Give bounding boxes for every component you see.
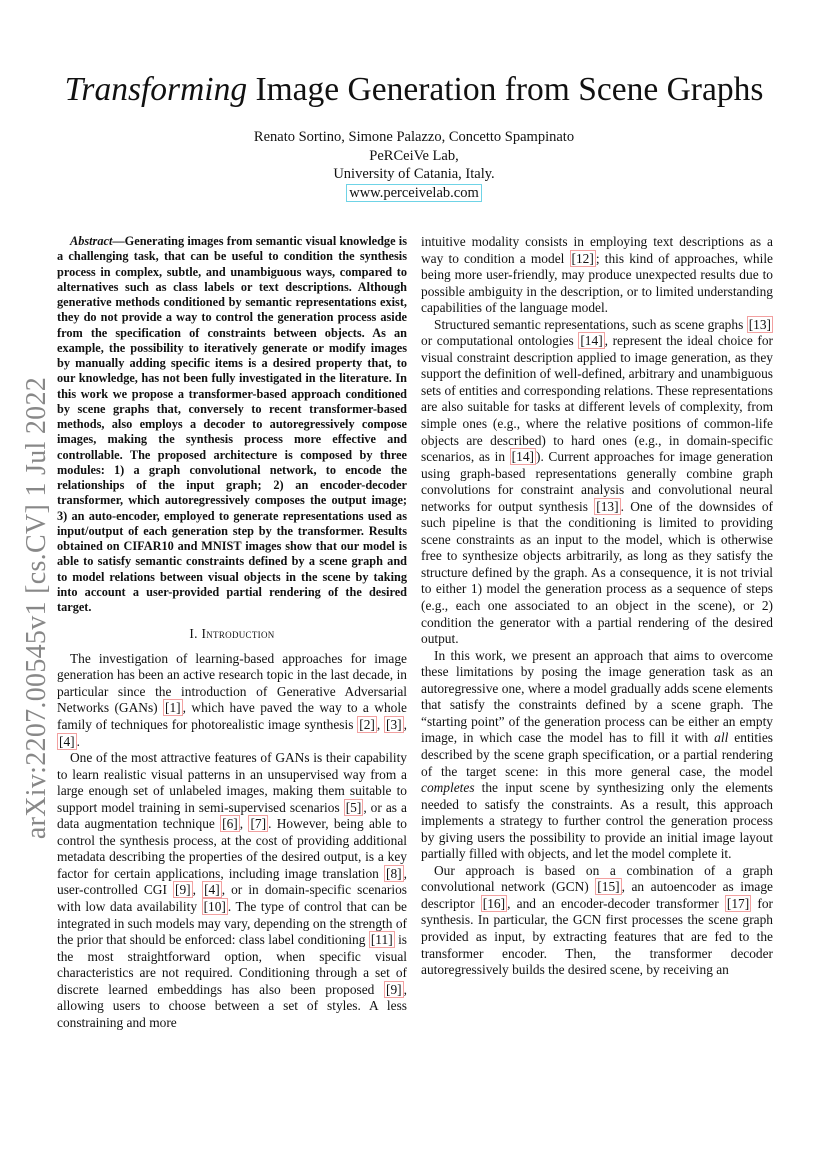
lab-website-link[interactable]: www.perceivelab.com [346, 184, 482, 202]
arxiv-identifier: arXiv:2207.00545v1 [cs.CV] 1 Jul 2022 [21, 376, 52, 840]
citation-link[interactable]: [14] [511, 449, 534, 465]
intro-paragraph-5: In this work, we present an approach that aims to overcome these limitations by posing the image generation task as an autoregressive one, where a model gradually adds scene elements that satisfy the constraints defined by a scene graph. The “starting point” of the generation process can be either an empty image, in which case the model has to fill it with all entities described by the scene graph specification, or a partial rendering of the target scene: in this more general case, the model completes the input scene by synthesizing only the elements needed to satisfy the constraints. As a result, this approach implements a strategy to further control the generation process by giving users the possibility to provide an initial image layout partially filled with objects, and let the model complete it. [421, 647, 773, 862]
arxiv-stamp [16, 373, 58, 843]
emphasis-text: all [714, 730, 729, 746]
emphasis-text: completes [421, 780, 475, 796]
author-lab: PeRCeiVe Lab, [369, 147, 459, 164]
author-names: Renato Sortino, Simone Palazzo, Concetto Spampinato [253, 129, 575, 145]
citation-link[interactable]: [6] [222, 816, 238, 832]
citation-link[interactable]: [5] [345, 799, 362, 815]
intro-paragraph-1: The investigation of learning-based approaches for image generation has been an active research topic in the last decade, in particular since the introduction of Generative Adversarial Networks (GANs) [1] , which have paved the way to a whole family of techniques for photorealistic image synthesis [2] , [3] , [4] . [57, 650, 407, 749]
citation-link[interactable]: [2] [359, 716, 375, 732]
citation-link[interactable]: [8] [386, 865, 402, 881]
right-column [421, 234, 773, 979]
title-rest: Image Generation from Scene Graphs [247, 71, 764, 108]
abstract-dash: — [112, 234, 125, 248]
citation-link[interactable]: [4] [59, 733, 75, 749]
citation-link[interactable]: [12] [571, 250, 594, 266]
section-title: Introduction [201, 626, 275, 642]
intro-paragraph-3: intuitive modality consists in employing text descriptions as a way to condition a model [12] ; this kind of approaches, while being more user-friendly, may produce unexpected results due to possible ambiguity in the description, or to limited understanding capabilities of the language model. [421, 234, 773, 316]
citation-link[interactable]: [7] [250, 816, 267, 832]
citation-link[interactable]: [9] [386, 981, 402, 997]
intro-paragraph-2: One of the most attractive features of GANs is their capability to learn realistic visual patterns in an unsupervised way from a large enough set of unlabeled images, making them suitable to support model training in semi-supervised scenarios [5] , or as a data augmentation technique [6] , [7] . However, being able to control the synthesis process, at the cost of providing additional metadata describing the properties of the desired output, is a key factor for certain applications, including image translation [8] , user-controlled CGI [9] , [4] , or in domain-specific scenarios with low data availability [10] . The type of control that can be integrated in such models may vary, depending on the strength of the prior that should be enforced: class label conditioning [11] is the most straightforward option, when specific visual characteristics are not required. Conditioning through a set of discrete learned embeddings has also been proposed [9] , allowing users to choose between a set of styles. A less constraining and more [57, 750, 408, 1030]
author-university: University of Catania, Italy. [333, 166, 495, 182]
paper-title [0, 68, 828, 112]
intro-paragraph-4: Structured semantic representations, such as scene graphs [13] or computational ontologies [14] , represent the ideal choice for visual constraint description applied to image generation, as they support the definition of well-defined, arbitrary and unambiguous sets of entities and corresponding relations. These representations are also suitable for tasks at different levels of complexity, from simple ones (e.g., where the relative positions of common-life objects are described) to hard ones (e.g., in domain-specific scenarios, as in [14] ). Current approaches for image generation using graph-based representations generally combine graph convolutions for constraint analysis and convolutional neural networks for output synthesis [13] . One of the downsides of such pipeline is that the conditioning is limited to providing scene constraints as an input to the model, which is otherwise free to synthesize objects arbitrarily, as long as they satisfy the structure defined by the graph. As a consequence, it is not trivial to either 1) model the generation process as a sequence of steps (e.g., each one associated to an object in the scene), or 2) condition the generator with a partial rendering of the desired output. [421, 316, 774, 647]
title-italic-word: Transforming [64, 71, 248, 108]
abstract-lead: Abstract [70, 234, 113, 248]
citation-link[interactable]: [15] [597, 879, 620, 895]
section-number: I. [189, 626, 198, 642]
citation-link[interactable]: [9] [175, 882, 191, 898]
citation-link[interactable]: [14] [580, 333, 603, 349]
citation-link[interactable]: [11] [370, 932, 393, 948]
citation-link[interactable]: [1] [165, 700, 181, 716]
citation-link[interactable]: [13] [748, 316, 771, 332]
citation-link[interactable]: [13] [596, 498, 619, 514]
citation-link[interactable]: [10] [203, 899, 226, 914]
abstract [57, 234, 407, 615]
citation-link[interactable]: [16] [482, 895, 506, 911]
left-column [57, 234, 407, 1031]
intro-paragraph-6: Our approach is based on a combination of a graph convolutional network (GCN) [15] , an autoencoder as image descriptor [16] , and an encoder-decoder transformer [17] for synthesis. In particular, the GCN first processes the scene graph provided as input, by extracting features that are fed to the transformer encoder. Then, the transformer decoder autoregressively builds the desired scene, by receiving an [421, 862, 774, 978]
citation-link[interactable]: [4] [204, 882, 220, 898]
citation-link[interactable]: [17] [726, 895, 750, 911]
author-block [0, 128, 828, 202]
abstract-text: Generating images from semantic visual knowledge is a challenging task, that can be useful to condition the synthesis process in complex, subtle, and unambiguous ways, compared to alternatives such as class labels or text descriptions. Although generative methods conditioned by semantic representations exist, they do not provide a way to control the generation process aside from the specification of constraints between objects. As an example, the possibility to iteratively generate or modify images by manually adding specific items is a desired property that, to our knowledge, has not been fully investigated in the literature. In this work we propose a transformer-based approach conditioned by scene graphs that, conversely to recent transformer-based methods, also employs a decoder to autoregressively compose images, making the synthesis process more effective and controllable. The proposed architecture is composed by three modules: 1) a graph convolutional network, to encode the relationships of the input graph; 2) an encoder-decoder transformer, which autoregressively composes the output image; 3) an auto-encoder, employed to generate representations used as input/output of each generation step by the transformer. Results obtained on CIFAR10 and MNIST images show that our model is able to satisfy semantic constraints defined by a scene graph and to model relations between visual objects in the scene by taking into account a user-provided partial rendering of the desired target. [57, 234, 407, 614]
section-heading [57, 626, 407, 643]
citation-link[interactable]: [3] [386, 716, 402, 732]
